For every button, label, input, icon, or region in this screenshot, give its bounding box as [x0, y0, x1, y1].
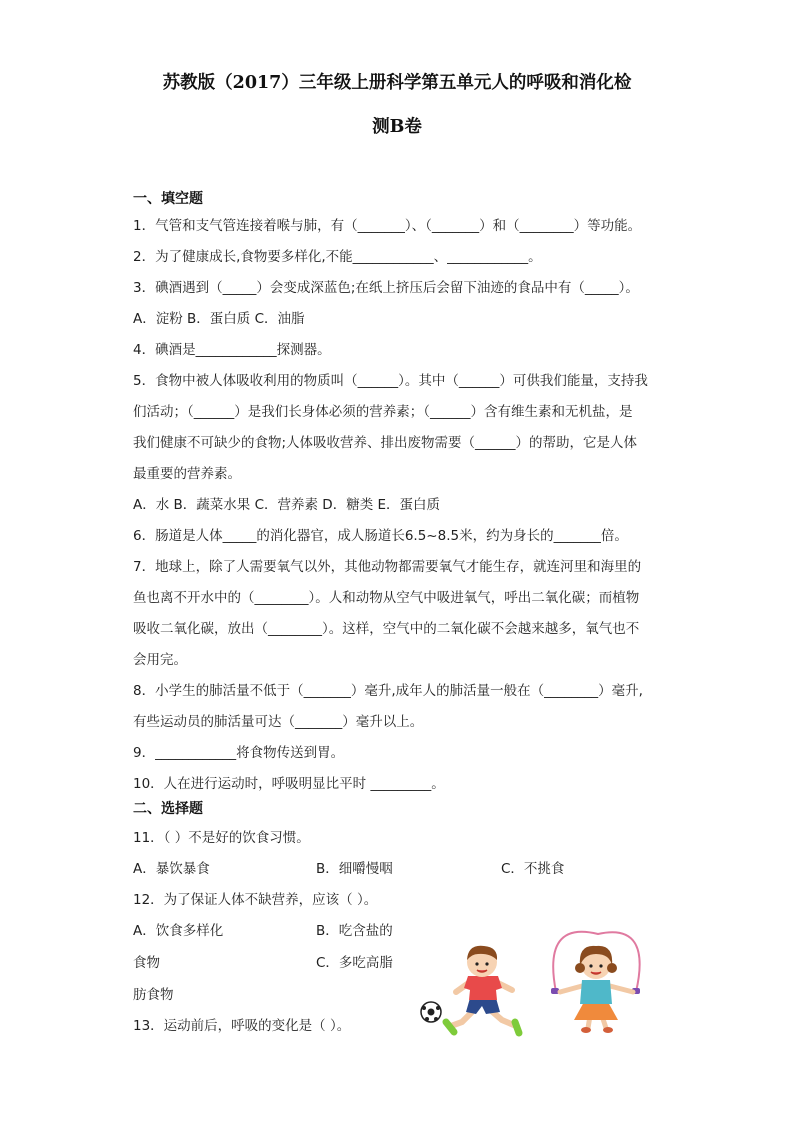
q11-option-a: A．暴饮暴食 [133, 861, 210, 877]
soccer-ball-icon [421, 1002, 441, 1022]
section1-heading: 一、填空题 [133, 191, 203, 207]
q9: 9．____________将食物传送到胃。 [133, 745, 345, 761]
q12-option-c: C．多吃高脂 [316, 955, 393, 971]
q8-line1: 8．小学生的肺活量不低于（_______）毫升,成年人的肺活量一般在（________）毫升, [133, 683, 643, 699]
q5-line3: 我们健康不可缺少的食物;人体吸收营养、排出废物需要（______）的帮助，它是人体 [133, 435, 638, 451]
q6: 6．肠道是人体_____的消化器官，成人肠道长6.5~8.5米，约为身长的_______倍。 [133, 528, 628, 544]
doc-title-line2: 测B卷 [372, 117, 422, 137]
q7-line4: 会用完。 [133, 652, 187, 668]
q5-line2: 们活动；（______）是我们长身体必须的营养素；（______）含有维生素和无机盐，是 [133, 404, 633, 420]
q11-option-b: B．细嚼慢咽 [316, 861, 393, 877]
q4: 4．碘酒是____________探测器。 [133, 342, 331, 358]
q12-option-b: B．吃含盐的 [316, 923, 393, 939]
q12-option-b-cont: 食物 [133, 955, 160, 971]
q11-option-c: C．不挑食 [501, 861, 565, 877]
q5-line1: 5．食物中被人体吸收利用的物质叫（______）。其中（______）可供我们能量，支持我 [133, 373, 648, 389]
q13: 13．运动前后，呼吸的变化是（ ）。 [133, 1018, 351, 1034]
q8-line2: 有些运动员的肺活量可达（_______）毫升以上。 [133, 714, 424, 730]
q7-line3: 吸收二氧化碳，放出（________）。这样，空气中的二氧化碳不会越来越多，氧气也不 [133, 621, 640, 637]
q3: 3．碘酒遇到（_____）会变成深蓝色;在纸上挤压后会留下油迹的食品中有（_____）。 [133, 280, 639, 296]
boy-soccer-illustration [418, 940, 533, 1040]
q2: 2．为了健康成长,食物要多样化,不能____________、____________。 [133, 249, 542, 265]
q12-option-c-cont: 肪食物 [133, 987, 174, 1003]
doc-title-line1: 苏教版（2017）三年级上册科学第五单元人的呼吸和消化检 [162, 73, 632, 93]
q12-option-a: A．饮食多样化 [133, 923, 224, 939]
section2-heading: 二、选择题 [133, 801, 203, 817]
q7-line1: 7．地球上，除了人需要氧气以外，其他动物都需要氧气才能生存，就连河里和海里的 [133, 559, 642, 575]
q1: 1．气管和支气管连接着喉与肺，有（_______）、（_______）和（________）等功能。 [133, 218, 642, 234]
q11: 11．（ ）不是好的饮食习惯。 [133, 830, 310, 846]
q7-line2: 鱼也离不开水中的（________）。人和动物从空气中吸进氧气，呼出二氧化碳；而植物 [133, 590, 640, 606]
girl-jump-rope-illustration [540, 930, 655, 1040]
q5-options: A．水 B．蔬菜水果 C．营养素 D．糖类 E．蛋白质 [133, 497, 441, 513]
q5-line4: 最重要的营养素。 [133, 466, 241, 482]
q3-options: A．淀粉 B．蛋白质 C．油脂 [133, 311, 305, 327]
q10: 10．人在进行运动时，呼吸明显比平时 _________。 [133, 776, 445, 792]
q12: 12．为了保证人体不缺营养，应该（ ）。 [133, 892, 378, 908]
